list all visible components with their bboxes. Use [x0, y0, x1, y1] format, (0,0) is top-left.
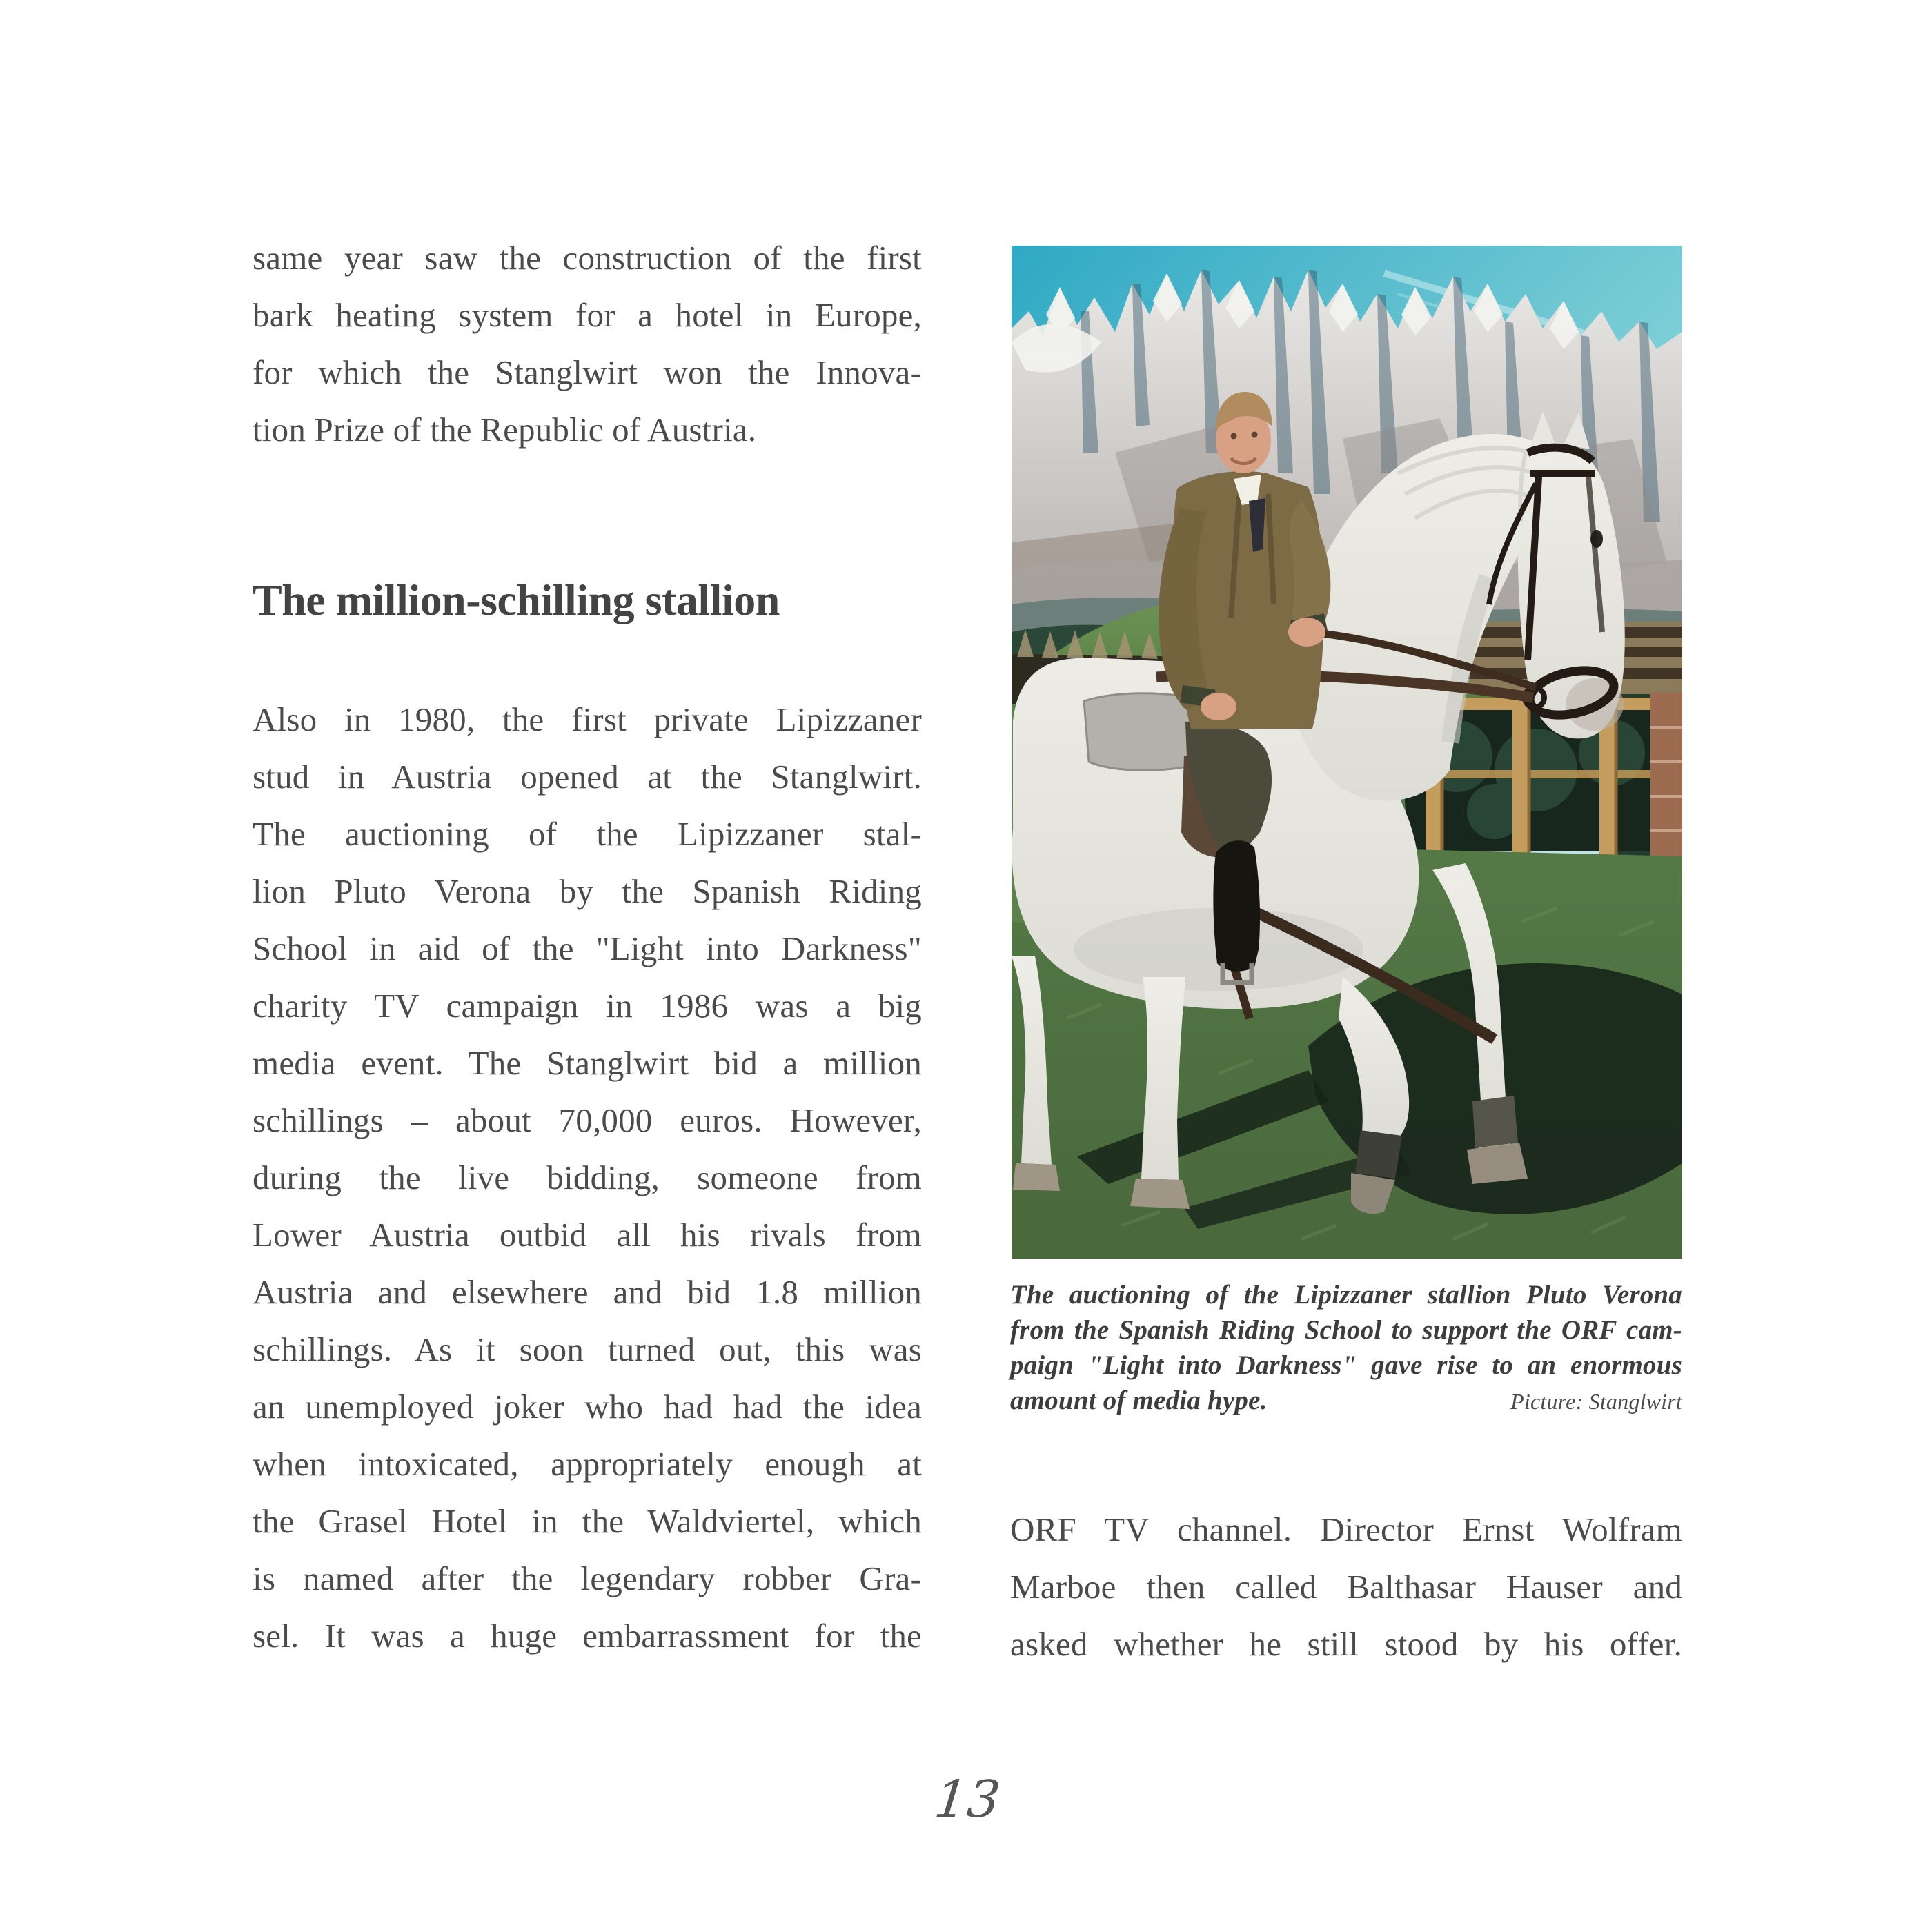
rider-hand [1288, 618, 1325, 647]
text-line: ORF TV channel. Director Ernst Wolfram [1010, 1510, 1682, 1548]
text-line: charity TV campaign in 1986 was a big [253, 987, 922, 1025]
text-line: is named after the legendary robber Gra- [253, 1559, 922, 1597]
text-line: The auctioning of the Lipizzaner stallion Pluto Verona [1010, 1280, 1682, 1310]
photo-caption [1010, 1277, 1682, 1419]
text-line: schillings. As it soon turned out, this was [253, 1330, 922, 1368]
text-line: same year saw the construction of the first [253, 239, 922, 277]
intro-paragraph [253, 229, 922, 458]
text-line: lion Pluto Verona by the Spanish Riding [253, 872, 922, 910]
text-line: paign "Light into Darkness" gave rise to an enormous [1010, 1350, 1682, 1380]
text-line: Also in 1980, the first private Lipizzaner [253, 700, 922, 738]
section-heading: The million-schilling stallion [253, 575, 780, 624]
text-line: tion Prize of the Republic of Austria. [253, 411, 757, 448]
text-line: School in aid of the "Light into Darkness" [253, 929, 922, 967]
text-line: an unemployed joker who had had the idea [253, 1388, 922, 1426]
caption-last-line: amount of media hype. [1010, 1386, 1268, 1415]
text-line: schillings – about 70,000 euros. However, [253, 1101, 922, 1139]
text-line: stud in Austria opened at the Stanglwirt. [253, 758, 922, 796]
text-line: sel. It was a huge embarrassment for the [253, 1617, 922, 1655]
rider-hand [1201, 693, 1236, 720]
text-line: asked whether he still stood by his offer. [1010, 1625, 1682, 1663]
text-line: media event. The Stanglwirt bid a million [253, 1044, 922, 1082]
caption-lines [1010, 1277, 1682, 1383]
photo-illustration [1012, 246, 1682, 1259]
text-line: Marboe then called Balthasar Hauser and [1010, 1568, 1682, 1606]
text-line: for which the Stanglwirt won the Innova- [253, 353, 922, 391]
text-line: from the Spanish Riding School to support the ORF cam- [1010, 1315, 1682, 1345]
text-line: bark heating system for a hotel in Europe, [253, 296, 922, 334]
text-line: when intoxicated, appropriately enough at [253, 1445, 922, 1483]
photo-credit: Picture: Stanglwirt [1510, 1389, 1682, 1414]
body-paragraph [253, 691, 922, 1664]
stone-pillar [1650, 693, 1682, 867]
rider-boot [1213, 840, 1260, 972]
text-line: during the live bidding, someone from [253, 1159, 922, 1196]
text-line: the Grasel Hotel in the Waldviertel, which [253, 1502, 922, 1540]
photo-lipizzaner-rider [1012, 246, 1682, 1259]
text-line: Austria and elsewhere and bid 1.8 million [253, 1273, 922, 1311]
text-line: The auctioning of the Lipizzaner stal- [253, 815, 922, 853]
text-line: Lower Austria outbid all his rivals from [253, 1216, 922, 1254]
page-number: 13 [931, 1770, 1003, 1829]
closing-paragraph [1010, 1501, 1682, 1673]
